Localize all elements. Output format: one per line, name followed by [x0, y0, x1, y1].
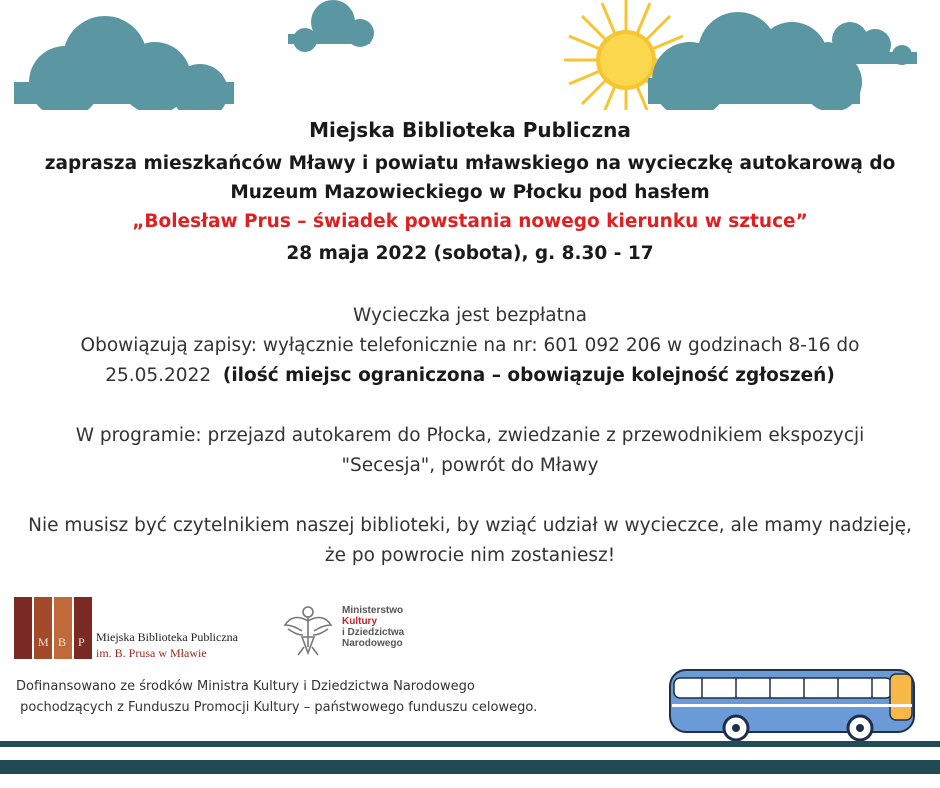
sky-decoration — [0, 0, 940, 110]
signup-line-2 — [0, 365, 940, 386]
page-title: Miejska Biblioteka Publiczna — [309, 118, 631, 142]
cloud-top-icon — [288, 0, 374, 52]
trip-motto: „Bolesław Prus – świadek powstania nowego kierunku w sztuce” — [132, 211, 808, 232]
signup-deadline: 25.05.2022 — [105, 365, 212, 386]
note-line-1: Nie musisz być czytelnikiem naszej biblioteki, by wziąć udział w wycieczce, ale mamy nadzieję, — [28, 515, 912, 536]
trip-date: 28 maja 2022 (sobota), g. 8.30 - 17 — [286, 243, 654, 264]
funding-line-1: Dofinansowano ze środków Ministra Kultury i Dziedzictwa Narodowego — [16, 679, 475, 694]
program-line-2: "Secesja", powrót do Mławy — [341, 455, 599, 476]
mbp-logo — [14, 597, 254, 659]
mbp-letter-m: M — [38, 635, 49, 649]
note-line-2: że po powrocie nim zostaniesz! — [324, 545, 616, 566]
funding-line-2: pochodzących z Funduszu Promocji Kultury – państwowego funduszu celowego. — [16, 700, 538, 715]
ministry-line-2: Kultury — [342, 616, 377, 627]
mbp-subname: im. B. Prusa w Mławie — [96, 646, 207, 660]
invitation-line-1: zaprasza mieszkańców Mławy i powiatu mławskiego na wycieczkę autokarową do — [44, 153, 896, 174]
ministry-line-4: Narodowego — [342, 638, 403, 649]
cloud-far-right-icon — [812, 22, 917, 66]
bus-icon — [666, 664, 922, 744]
free-info: Wycieczka jest bezpłatna — [353, 305, 587, 326]
signup-limit-note: (ilość miejsc ograniczona – obowiązuje kolejność zgłoszeń) — [222, 365, 835, 386]
signup-line-1: Obowiązują zapisy: wyłącznie telefonicznie na nr: 601 092 206 w godzinach 8-16 do — [80, 335, 860, 356]
ministry-line-1: Ministerstwo — [342, 605, 404, 616]
footer-stripe-thick — [0, 760, 940, 774]
ministry-line-3: i Dziedzictwa — [342, 627, 405, 638]
ministry-logo — [282, 603, 432, 657]
mbp-letter-p: P — [78, 635, 85, 649]
eagle-emblem-icon — [282, 603, 334, 657]
footer-stripe-thin — [0, 741, 940, 747]
program-line-1: W programie: przejazd autokarem do Płocka, zwiedzanie z przewodnikiem ekspozycji — [75, 425, 865, 446]
cloud-left-icon — [14, 16, 234, 110]
invitation-line-2: Muzeum Mazowieckiego w Płocku pod hasłem — [230, 182, 710, 203]
mbp-name: Miejska Biblioteka Publiczna — [96, 630, 238, 644]
mbp-letter-b: B — [58, 635, 67, 649]
